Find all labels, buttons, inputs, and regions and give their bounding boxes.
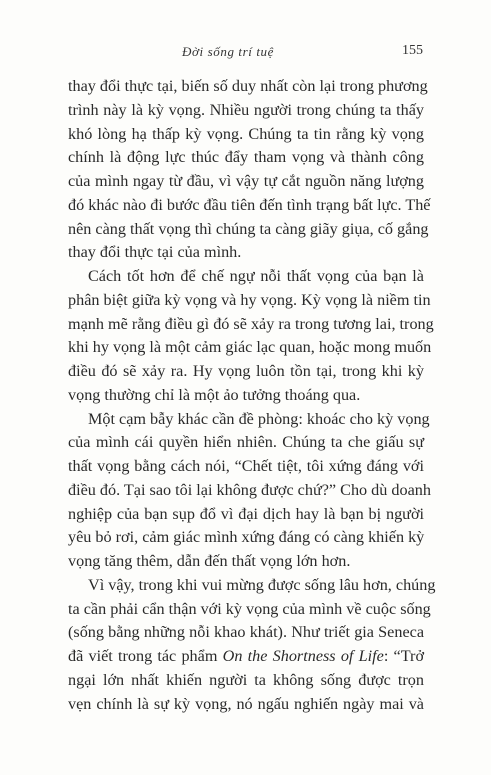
paragraph-3-line: nghiệp của bạn sụp đổ vì đại dịch hay là bạn bị người (68, 504, 424, 523)
paragraph-1-line: thay đổi thực tại của mình. (68, 243, 242, 262)
paragraph-4-line: (sống bằng những nỗi khao khát). Như triết gia Seneca (68, 623, 424, 642)
paragraph-2-line: khi hy vọng là một cảm giác lạc quan, hoặc mong muốn (68, 338, 432, 357)
paragraph-4-line: ngại lớn nhất khiến người ta không sống được trọn (68, 670, 424, 689)
paragraph-4-line-with-title (68, 645, 424, 669)
text-after-book-title: : “Trở (383, 647, 424, 665)
paragraph-1-line: chính là động lực thúc đẩy tham vọng và thành công (68, 148, 424, 167)
paragraph-1-line: khó lòng hạ thấp kỳ vọng. Chúng ta tin rằng kỳ vọng (68, 124, 424, 143)
paragraph-3-line: thất vọng bằng cách nói, “Chết tiệt, tôi xứng đáng với (68, 457, 424, 475)
paragraph-3-line: của mình cái quyền hiển nhiên. Chúng ta che giấu sự (68, 433, 424, 452)
paragraph-1-line: đó khác nào đi bước đầu tiên đến tình trạng bất lực. Thế (68, 195, 431, 214)
paragraph-1-line: trình này là kỳ vọng. Nhiều người trong chúng ta thấy (68, 100, 424, 119)
book-title: On the Shortness of Life (222, 647, 384, 665)
paragraph-2-line: điều đó sẽ xảy ra. Hy vọng luôn tồn tại, trong khi kỳ (68, 362, 424, 380)
paragraph-1-line: nên càng thất vọng thì chúng ta càng giãy giụa, cố gắng (68, 219, 429, 238)
page-number: 155 (402, 43, 423, 58)
paragraph-4-line: vẹn chính là sự kỳ vọng, nó ngấu nghiến ngày mai và (68, 694, 424, 713)
text-before-book-title: đã viết trong tác phẩm (68, 647, 223, 665)
paragraph-2-line: mạnh mẽ rằng điều gì đó sẽ xảy ra trong tương lai, trong (68, 314, 434, 333)
running-head (0, 44, 491, 64)
paragraph-1-line: của mình ngay từ đầu, vì vậy tự cắt nguồn năng lượng (68, 172, 424, 190)
paragraph-3-line: vọng tăng thêm, dẫn đến thất vọng lớn hơn. (68, 552, 351, 570)
paragraph-3-line: yêu bỏ rơi, cảm giác mình xứng đáng có càng khiến kỳ (68, 528, 425, 547)
paragraph-3-line: điều đó. Tại sao tôi lại không được chứ?” Cho dù doanh (68, 480, 431, 499)
paragraph-2-line: Cách tốt hơn để chế ngự nỗi thất vọng của bạn là (88, 267, 424, 285)
paragraph-2-line: phân biệt giữa kỳ vọng và hy vọng. Kỳ vọng là niềm tin (68, 290, 431, 309)
paragraph-3-line: Một cạm bẫy khác cần đề phòng: khoác cho kỳ vọng (88, 409, 430, 428)
body-text (68, 75, 436, 716)
paragraph-4-line: ta cần phải cẩn thận với kỳ vọng của mình về cuộc sống (68, 599, 431, 618)
paragraph-4-line: Vì vậy, trong khi vui mừng được sống lâu hơn, chúng (88, 575, 436, 594)
paragraph-2-line: vọng thường chỉ là một ảo tưởng thoáng qua. (68, 385, 361, 404)
running-title: Đời sống trí tuệ (182, 44, 275, 59)
paragraph-1-line: thay đổi thực tại, biến số duy nhất còn lại trong phương (68, 77, 428, 95)
